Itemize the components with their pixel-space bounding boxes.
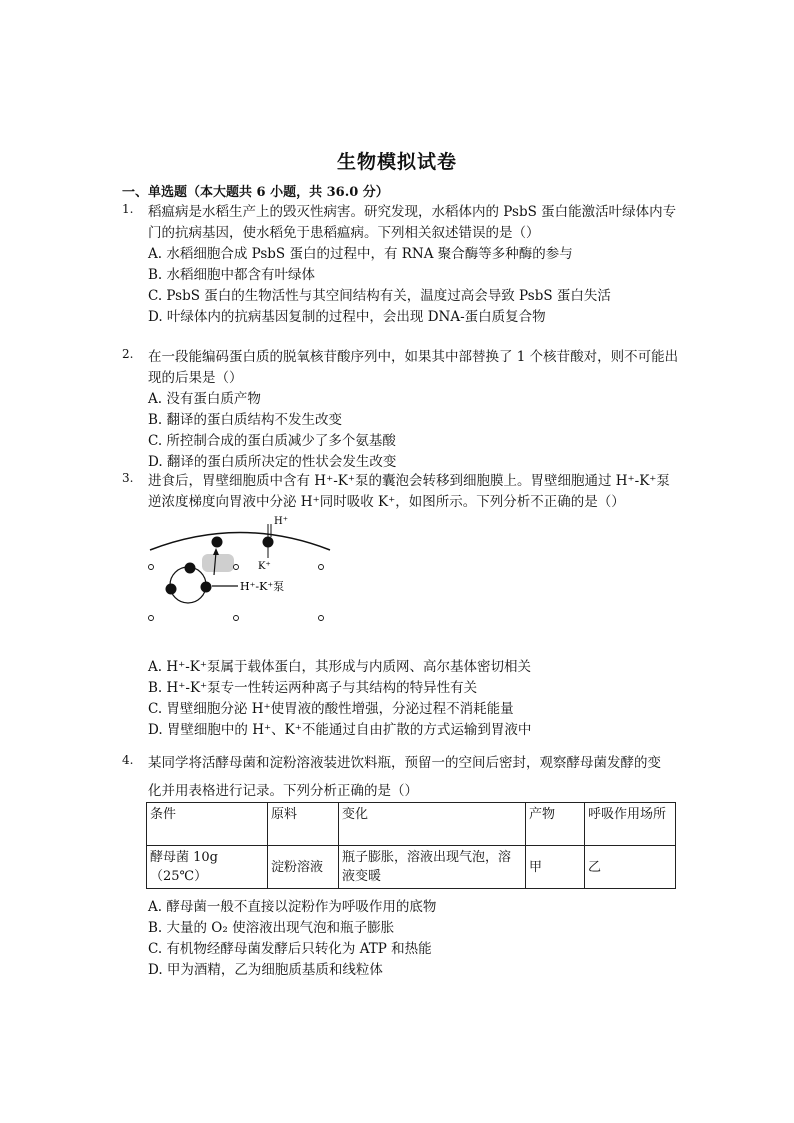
ion-dot <box>234 565 239 570</box>
ion-dot <box>319 565 324 570</box>
option-c: C. 所控制合成的蛋白质减少了多个氨基酸 <box>148 433 396 449</box>
option-c: C. 胃壁细胞分泌 H⁺使胃液的酸性增强，分泌过程不消耗能量 <box>148 701 514 717</box>
table-header-cell: 产物 <box>526 803 585 846</box>
option-d: D. 翻译的蛋白质所决定的性状会发生改变 <box>148 454 397 470</box>
table-header-row <box>147 803 676 846</box>
section-heading: 一、单选题（本大题共 6 小题，共 36.0 分） <box>122 185 389 200</box>
option-d: D. 胃壁细胞中的 H⁺、K⁺不能通过自由扩散的方式运输到胃液中 <box>148 722 532 738</box>
ion-dot <box>149 616 154 621</box>
ion-dot <box>234 616 239 621</box>
h-ion-label: H⁺ <box>274 516 288 527</box>
k-ion-label: K⁺ <box>258 561 271 572</box>
question-4-options <box>122 897 682 981</box>
option-a: A. H⁺-K⁺泵属于载体蛋白，其形成与内质网、高尔基体密切相关 <box>148 659 532 675</box>
option-c: C. 有机物经酵母菌发酵后只转化为 ATP 和热能 <box>148 941 432 957</box>
table-header-cell: 原料 <box>268 803 339 846</box>
table-cell: 酵母菌 10g（25℃） <box>147 846 268 889</box>
option-b: B. H⁺-K⁺泵专一性转运两种离子与其结构的特异性有关 <box>148 680 478 696</box>
option-c: C. PsbS 蛋白的生物活性与其空间结构有关，温度过高会导致 PsbS 蛋白失活 <box>148 288 611 304</box>
question-4 <box>122 753 682 802</box>
pump-particle <box>263 537 274 548</box>
ion-dot <box>149 565 154 570</box>
question-number: 4. <box>122 753 134 767</box>
table-cell: 淀粉溶液 <box>268 846 339 889</box>
pump-particle <box>212 537 223 548</box>
table-header-cell: 呼吸作用场所 <box>585 803 676 846</box>
arrow-head <box>213 548 219 555</box>
table-header-cell: 条件 <box>147 803 268 846</box>
question-stem-line-2: 化并用表格进行记录。下列分析正确的是（） <box>148 783 418 799</box>
option-a: A. 水稻细胞合成 PsbS 蛋白的过程中，有 RNA 聚合酶等多种酶的参与 <box>148 246 573 262</box>
vesicle-pump <box>185 563 196 574</box>
question-number: 2. <box>122 347 134 361</box>
page-title: 生物模拟试卷 <box>336 151 457 173</box>
option-b: B. 翻译的蛋白质结构不发生改变 <box>148 412 343 428</box>
table-cell: 瓶子膨胀，溶液出现气泡，溶液变暖 <box>339 846 526 889</box>
table-header-cell: 变化 <box>339 803 526 846</box>
cell-membrane <box>150 533 330 551</box>
option-d: D. 叶绿体内的抗病基因复制的过程中，会出现 DNA-蛋白质复合物 <box>148 309 546 325</box>
option-d: D. 甲为酒精，乙为细胞质基质和线粒体 <box>148 962 383 978</box>
proton-pump-diagram <box>140 510 340 630</box>
table-cell: 甲 <box>526 846 585 889</box>
ion-dot <box>319 616 324 621</box>
question-stem: 稻瘟病是水稻生产上的毁灭性病害。研究发现，水稻体内的 PsbS 蛋白能激活叶绿体内专门的抗病基因，使水稻免于患稻瘟病。下列相关叙述错误的是（） <box>148 204 677 241</box>
option-a: A. 酵母菌一般不直接以淀粉作为呼吸作用的底物 <box>148 899 437 915</box>
fermentation-table <box>146 802 676 889</box>
question-number: 1. <box>122 202 134 216</box>
option-a: A. 没有蛋白质产物 <box>148 391 261 407</box>
table-cell: 乙 <box>585 846 676 889</box>
question-2 <box>122 347 682 473</box>
question-number: 3. <box>122 471 134 485</box>
vesicle-pump <box>166 584 177 595</box>
question-3-options <box>122 657 682 741</box>
question-stem: 在一段能编码蛋白质的脱氧核苷酸序列中，如果其中部替换了 1 个核苷酸对，则不可能出现的后果是（） <box>148 349 679 386</box>
pump-label: H⁺-K⁺泵 <box>240 580 285 593</box>
option-b: B. 水稻细胞中都含有叶绿体 <box>148 267 316 283</box>
question-3 <box>122 471 682 513</box>
question-stem-line-1: 某同学将活酵母菌和淀粉溶液装进饮料瓶，预留一的空间后密封，观察酵母菌发酵的变 <box>148 755 661 771</box>
question-1 <box>122 202 682 328</box>
vesicle-pump <box>201 582 212 593</box>
question-stem: 进食后，胃壁细胞质中含有 H⁺-K⁺泵的囊泡会转移到细胞膜上。胃壁细胞通过 H⁺-K⁺泵逆浓度梯度向胃液中分泌 H⁺同时吸收 K⁺，如图所示。下列分析不正确的是（） <box>148 473 670 510</box>
table-row <box>147 846 676 889</box>
option-b: B. 大量的 O₂ 使溶液出现气泡和瓶子膨胀 <box>148 920 395 936</box>
blurred-label <box>202 554 234 572</box>
